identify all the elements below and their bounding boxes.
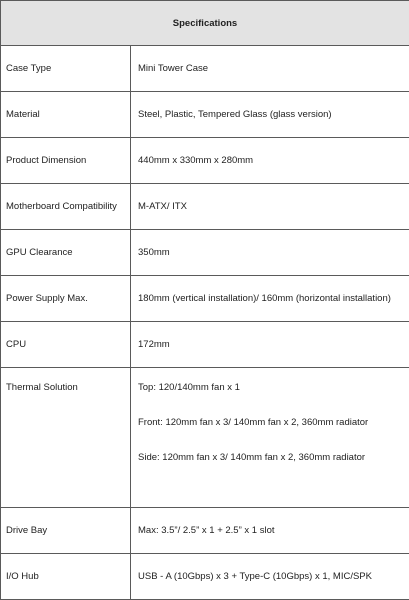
- row-value: USB - A (10Gbps) x 3 + Type-C (10Gbps) x 1, MIC/SPK: [131, 553, 409, 599]
- row-value: 440mm x 330mm x 280mm: [131, 137, 409, 183]
- row-value: Mini Tower Case: [131, 46, 409, 92]
- row-label: Thermal Solution: [1, 367, 131, 507]
- table-row-motherboard-compatibility: [1, 183, 409, 229]
- row-label: Material: [1, 91, 131, 137]
- table-row-product-dimension: [1, 137, 409, 183]
- row-label: Power Supply Max.: [1, 275, 131, 321]
- row-label: Drive Bay: [1, 507, 131, 553]
- table-row-thermal-solution: [1, 367, 409, 507]
- row-value: 172mm: [131, 321, 409, 367]
- row-value: M-ATX/ ITX: [131, 183, 409, 229]
- row-value: 350mm: [131, 229, 409, 275]
- table-row-power-supply-max: [1, 275, 409, 321]
- table-row-material: [1, 91, 409, 137]
- thermal-line-front: Front: 120mm fan x 3/ 140mm fan x 2, 360mm radiator: [138, 416, 369, 428]
- table-row-io-hub: [1, 553, 409, 599]
- table-row-gpu-clearance: [1, 229, 409, 275]
- row-value: [131, 367, 409, 507]
- thermal-line-top: Top: 120/140mm fan x 1: [138, 381, 240, 393]
- table-row-case-type: [1, 46, 409, 92]
- table-row-cpu: [1, 321, 409, 367]
- row-value: 180mm (vertical installation)/ 160mm (horizontal installation): [131, 275, 409, 321]
- thermal-lines: [138, 368, 404, 477]
- row-label: CPU: [1, 321, 131, 367]
- row-label: Motherboard Compatibility: [1, 183, 131, 229]
- thermal-line-side: Side: 120mm fan x 3/ 140mm fan x 2, 360mm radiator: [138, 451, 366, 463]
- row-label: GPU Clearance: [1, 229, 131, 275]
- table-header-row: [1, 1, 409, 46]
- row-label: Case Type: [1, 46, 131, 92]
- table-row-drive-bay: [1, 507, 409, 553]
- row-label: I/O Hub: [1, 553, 131, 599]
- row-value: Steel, Plastic, Tempered Glass (glass version): [131, 91, 409, 137]
- row-label: Product Dimension: [1, 137, 131, 183]
- table-title: Specifications: [1, 1, 409, 46]
- row-value: Max: 3.5”/ 2.5” x 1 + 2.5” x 1 slot: [131, 507, 409, 553]
